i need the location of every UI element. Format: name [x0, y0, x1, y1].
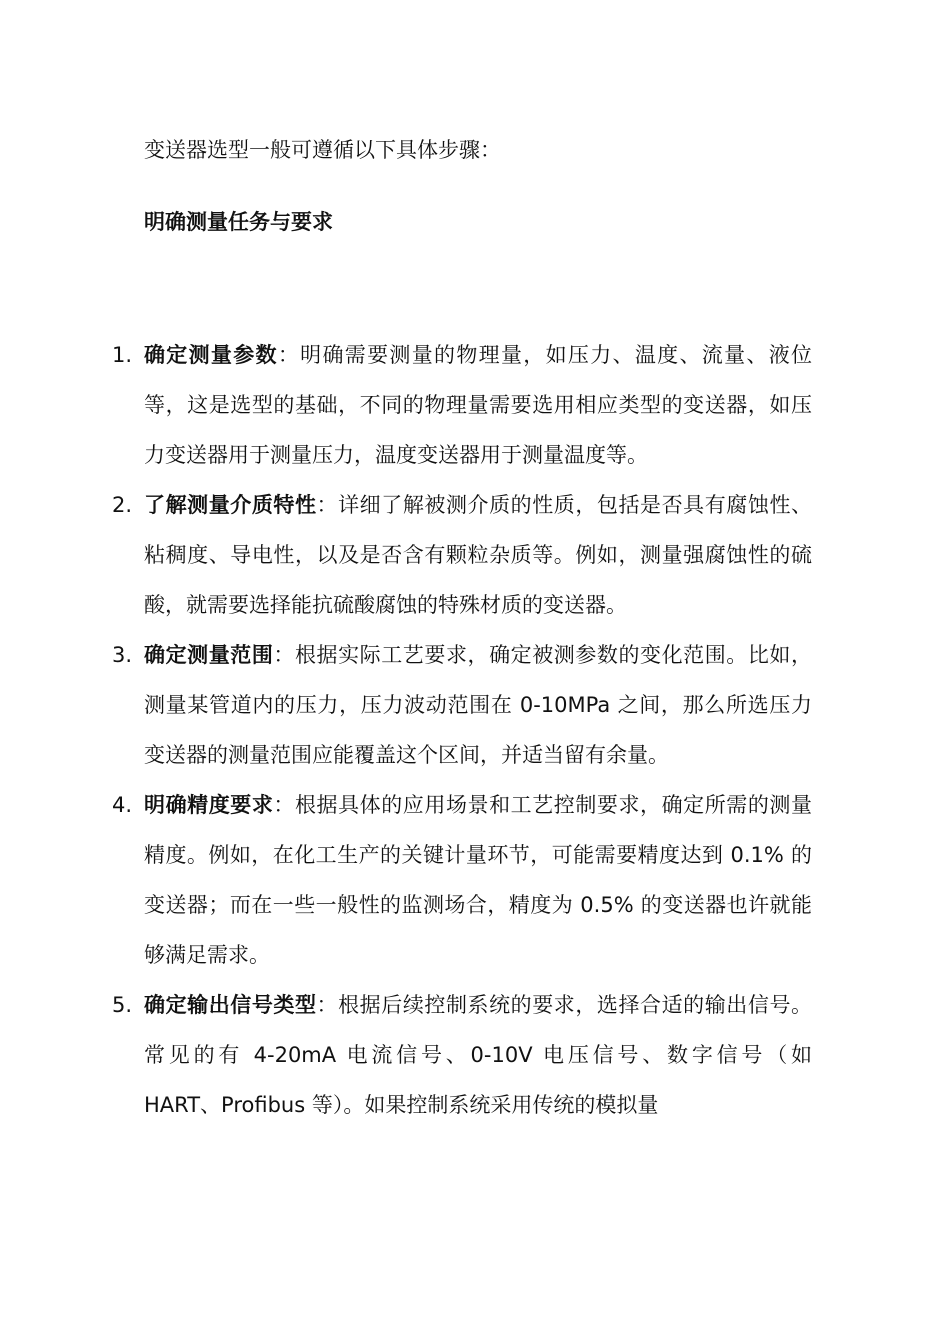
step-body: ：根据实际工艺要求，确定被测参数的变化范围。比如，测量某管道内的压力，压力波动范围在 0-10MPa 之间，那么所选压力变送器的测量范围应能覆盖这个区间，并适当留有余量。 [144, 643, 813, 767]
step-body: ：明确需要测量的物理量，如压力、温度、流量、液位等，这是选型的基础，不同的物理量需要选用相应类型的变送器，如压力变送器用于测量压力，温度变送器用于测量温度等。 [144, 343, 813, 467]
list-item [112, 480, 812, 630]
list-item [112, 330, 812, 480]
step-number: 3. [112, 643, 133, 667]
step-body: ：根据具体的应用场景和工艺控制要求，确定所需的测量精度。例如，在化工生产的关键计量环节，可能需要精度达到 0.1% 的变送器；而在一些一般性的监测场合，精度为 0.5% 的变送器也许就能够满足需求。 [144, 793, 813, 967]
list-item [112, 980, 812, 1130]
list-item [112, 780, 812, 980]
step-number: 2. [112, 493, 133, 517]
step-title: 确定测量范围 [144, 643, 274, 667]
intro-paragraph: 变送器选型一般可遵循以下具体步骤： [144, 138, 501, 162]
step-title: 确定输出信号类型 [144, 993, 317, 1017]
step-body: ：详细了解被测介质的性质，包括是否具有腐蚀性、粘稠度、导电性，以及是否含有颗粒杂质等。例如，测量强腐蚀性的硫酸，就需要选择能抗硫酸腐蚀的特殊材质的变送器。 [144, 493, 813, 617]
step-body: ：根据后续控制系统的要求，选择合适的输出信号。常见的有 4-20mA 电流信号、0-10V 电压信号、数字信号（如 HART、Profibus 等）。如果控制系统采用传统的模拟量 [144, 993, 813, 1117]
steps-list [112, 330, 812, 1130]
step-number: 5. [112, 993, 133, 1017]
step-title: 明确精度要求 [144, 793, 274, 817]
step-title: 确定测量参数 [144, 343, 278, 367]
step-number: 4. [112, 793, 133, 817]
step-number: 1. [112, 343, 133, 367]
step-title: 了解测量介质特性 [144, 493, 317, 517]
section-heading: 明确测量任务与要求 [144, 210, 333, 234]
list-item [112, 630, 812, 780]
